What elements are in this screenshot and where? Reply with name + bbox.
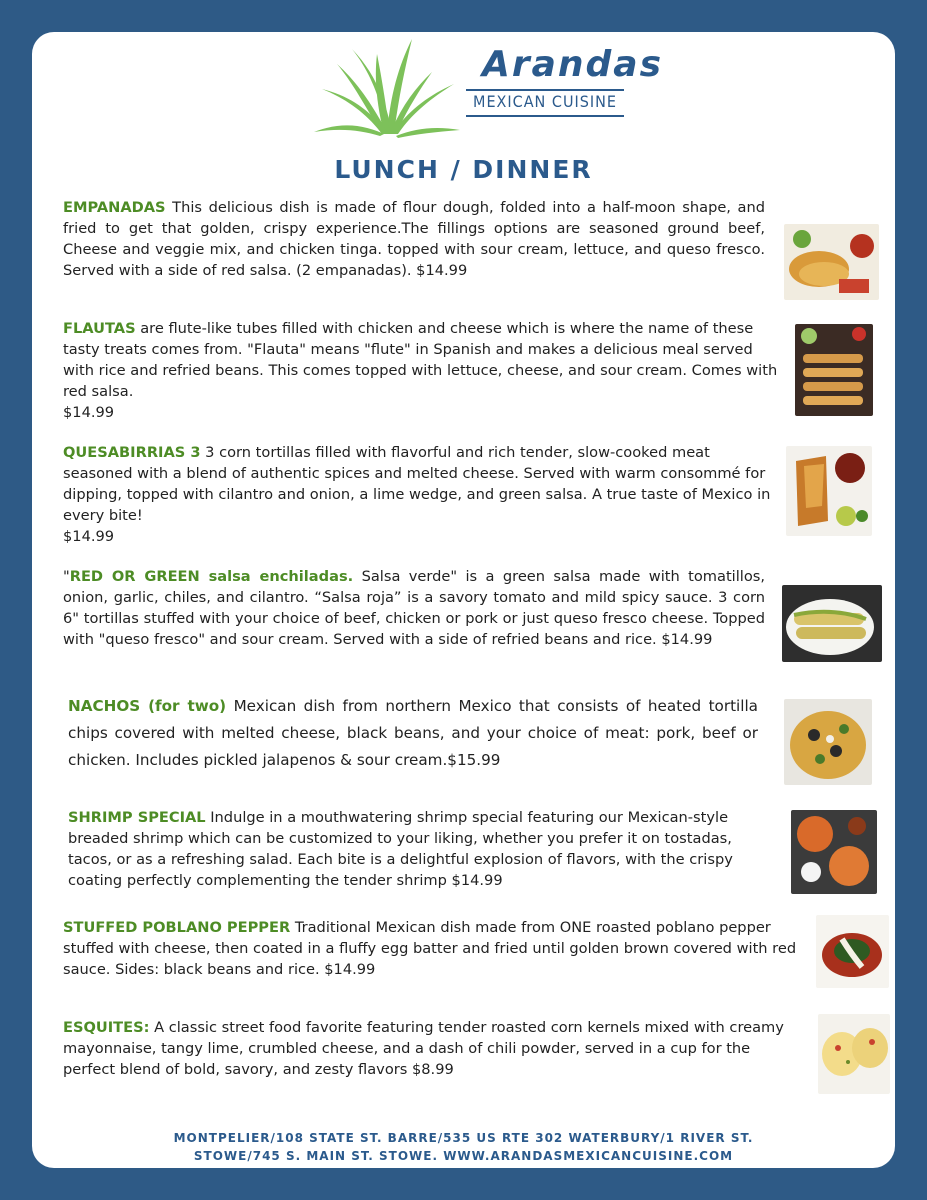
item-name: EMPANADAS — [63, 199, 166, 216]
empanadas-photo — [784, 224, 879, 300]
flautas-photo — [795, 324, 873, 416]
menu-item-empanadas — [63, 197, 765, 281]
shrimp-photo — [791, 810, 877, 894]
logo — [312, 32, 664, 157]
menu-item-shrimp-special — [68, 807, 768, 891]
item-price: $14.99 — [63, 404, 115, 421]
item-name: SHRIMP SPECIAL — [68, 809, 206, 826]
enchiladas-photo — [782, 585, 882, 662]
nachos-photo — [784, 699, 872, 785]
item-description: are flute-like tubes filled with chicken and cheese which is where the name of these tasty treats comes from. "Flauta" means "flute" in Spanish and makes a delicious meal served with rice and refried beans. This comes topped with lettuce, cheese, and sour cream. Comes with red salsa. — [63, 320, 778, 400]
brand-name: Arandas — [482, 44, 664, 85]
item-description: Indulge in a mouthwatering shrimp special featuring our Mexican-style breaded shrimp which can be customized to your liking, whether you prefer it on tostadas, tacos, or as a refreshing salad. Each bite is a delightful explosion of flavors, with the crispy coating perfectly complementing the tender shrimp $14.99 — [68, 809, 733, 889]
item-name: FLAUTAS — [63, 320, 136, 337]
menu-item-flautas — [63, 318, 783, 423]
menu-item-esquites — [63, 1017, 800, 1080]
item-price: $14.99 — [63, 528, 115, 545]
item-name: STUFFED POBLANO PEPPER — [63, 919, 291, 936]
agave-icon — [312, 34, 462, 139]
item-name: QUESABIRRIAS 3 — [63, 444, 201, 461]
brand-rule — [466, 115, 624, 117]
brand-rule — [466, 89, 624, 91]
poblano-photo — [816, 915, 889, 988]
item-description: This delicious dish is made of flour dough, folded into a half-moon shape, and fried to get that golden, crispy experience.The fillings options are seasoned ground beef, Cheese and veggie mix, and chicken tinga. topped with sour cream, lettuce, and queso fresco. Served with a side of red salsa. (2 empanadas). $14.99 — [63, 199, 765, 279]
menu-item-poblano — [63, 917, 800, 980]
item-name: ESQUITES: — [63, 1019, 150, 1036]
item-prefix: " — [63, 568, 70, 585]
esquites-photo — [818, 1014, 890, 1094]
item-description: Traditional Mexican dish made from ONE roasted poblano pepper stuffed with cheese, then coated in a fluffy egg batter and fried until golden brown covered with red sauce. Sides: black beans and rice. $14.99 — [63, 919, 797, 978]
menu-card — [32, 32, 895, 1168]
item-name: RED OR GREEN salsa enchiladas. — [69, 568, 354, 585]
menu-item-enchiladas — [63, 566, 765, 650]
footer-locations — [32, 1129, 895, 1165]
brand-tagline: MEXICAN CUISINE — [473, 92, 617, 111]
item-description: 3 corn tortillas filled with flavorful and rich tender, slow-cooked meat seasoned with a blend of authentic spices and melted cheese. Served with warm consommé for dipping, topped with cilantro and onion, a lime wedge, and green salsa. A true taste of Mexico in every bite! — [63, 444, 771, 524]
item-description: Salsa verde" is a green salsa made with tomatillos, onion, garlic, chiles, and cilantro. “Salsa roja” is a savory tomato and mild spicy sauce. 3 corn 6" tortillas stuffed with your choice of beef, chicken or pork or just queso fresco cheese. Topped with "queso fresco" and sour cream. Served with a side of refried beans and rice. $14.99 — [63, 568, 766, 648]
footer-line: STOWE/745 S. MAIN ST. STOWE. WWW.ARANDASMEXICANCUISINE.COM — [193, 1149, 734, 1163]
menu-item-quesabirrias — [63, 442, 778, 547]
menu-heading: LUNCH / DINNER — [334, 155, 593, 184]
menu-item-nachos — [68, 693, 758, 774]
item-description: A classic street food favorite featuring tender roasted corn kernels mixed with creamy mayonnaise, tangy lime, crumbled cheese, and a dash of chili powder, served in a cup for the perfect blend of bold, savory, and zesty flavors $8.99 — [63, 1019, 784, 1078]
item-description: Mexican dish from northern Mexico that consists of heated tortilla chips covered with melted cheese, black beans, and your choice of meat: pork, beef or chicken. Includes pickled jalapenos & sour cream.$15.99 — [68, 697, 758, 769]
footer-line: MONTPELIER/108 STATE ST. BARRE/535 US RTE 302 WATERBURY/1 RIVER ST. — [173, 1131, 754, 1145]
item-name: NACHOS (for two) — [68, 697, 227, 715]
quesabirrias-photo — [786, 446, 872, 536]
